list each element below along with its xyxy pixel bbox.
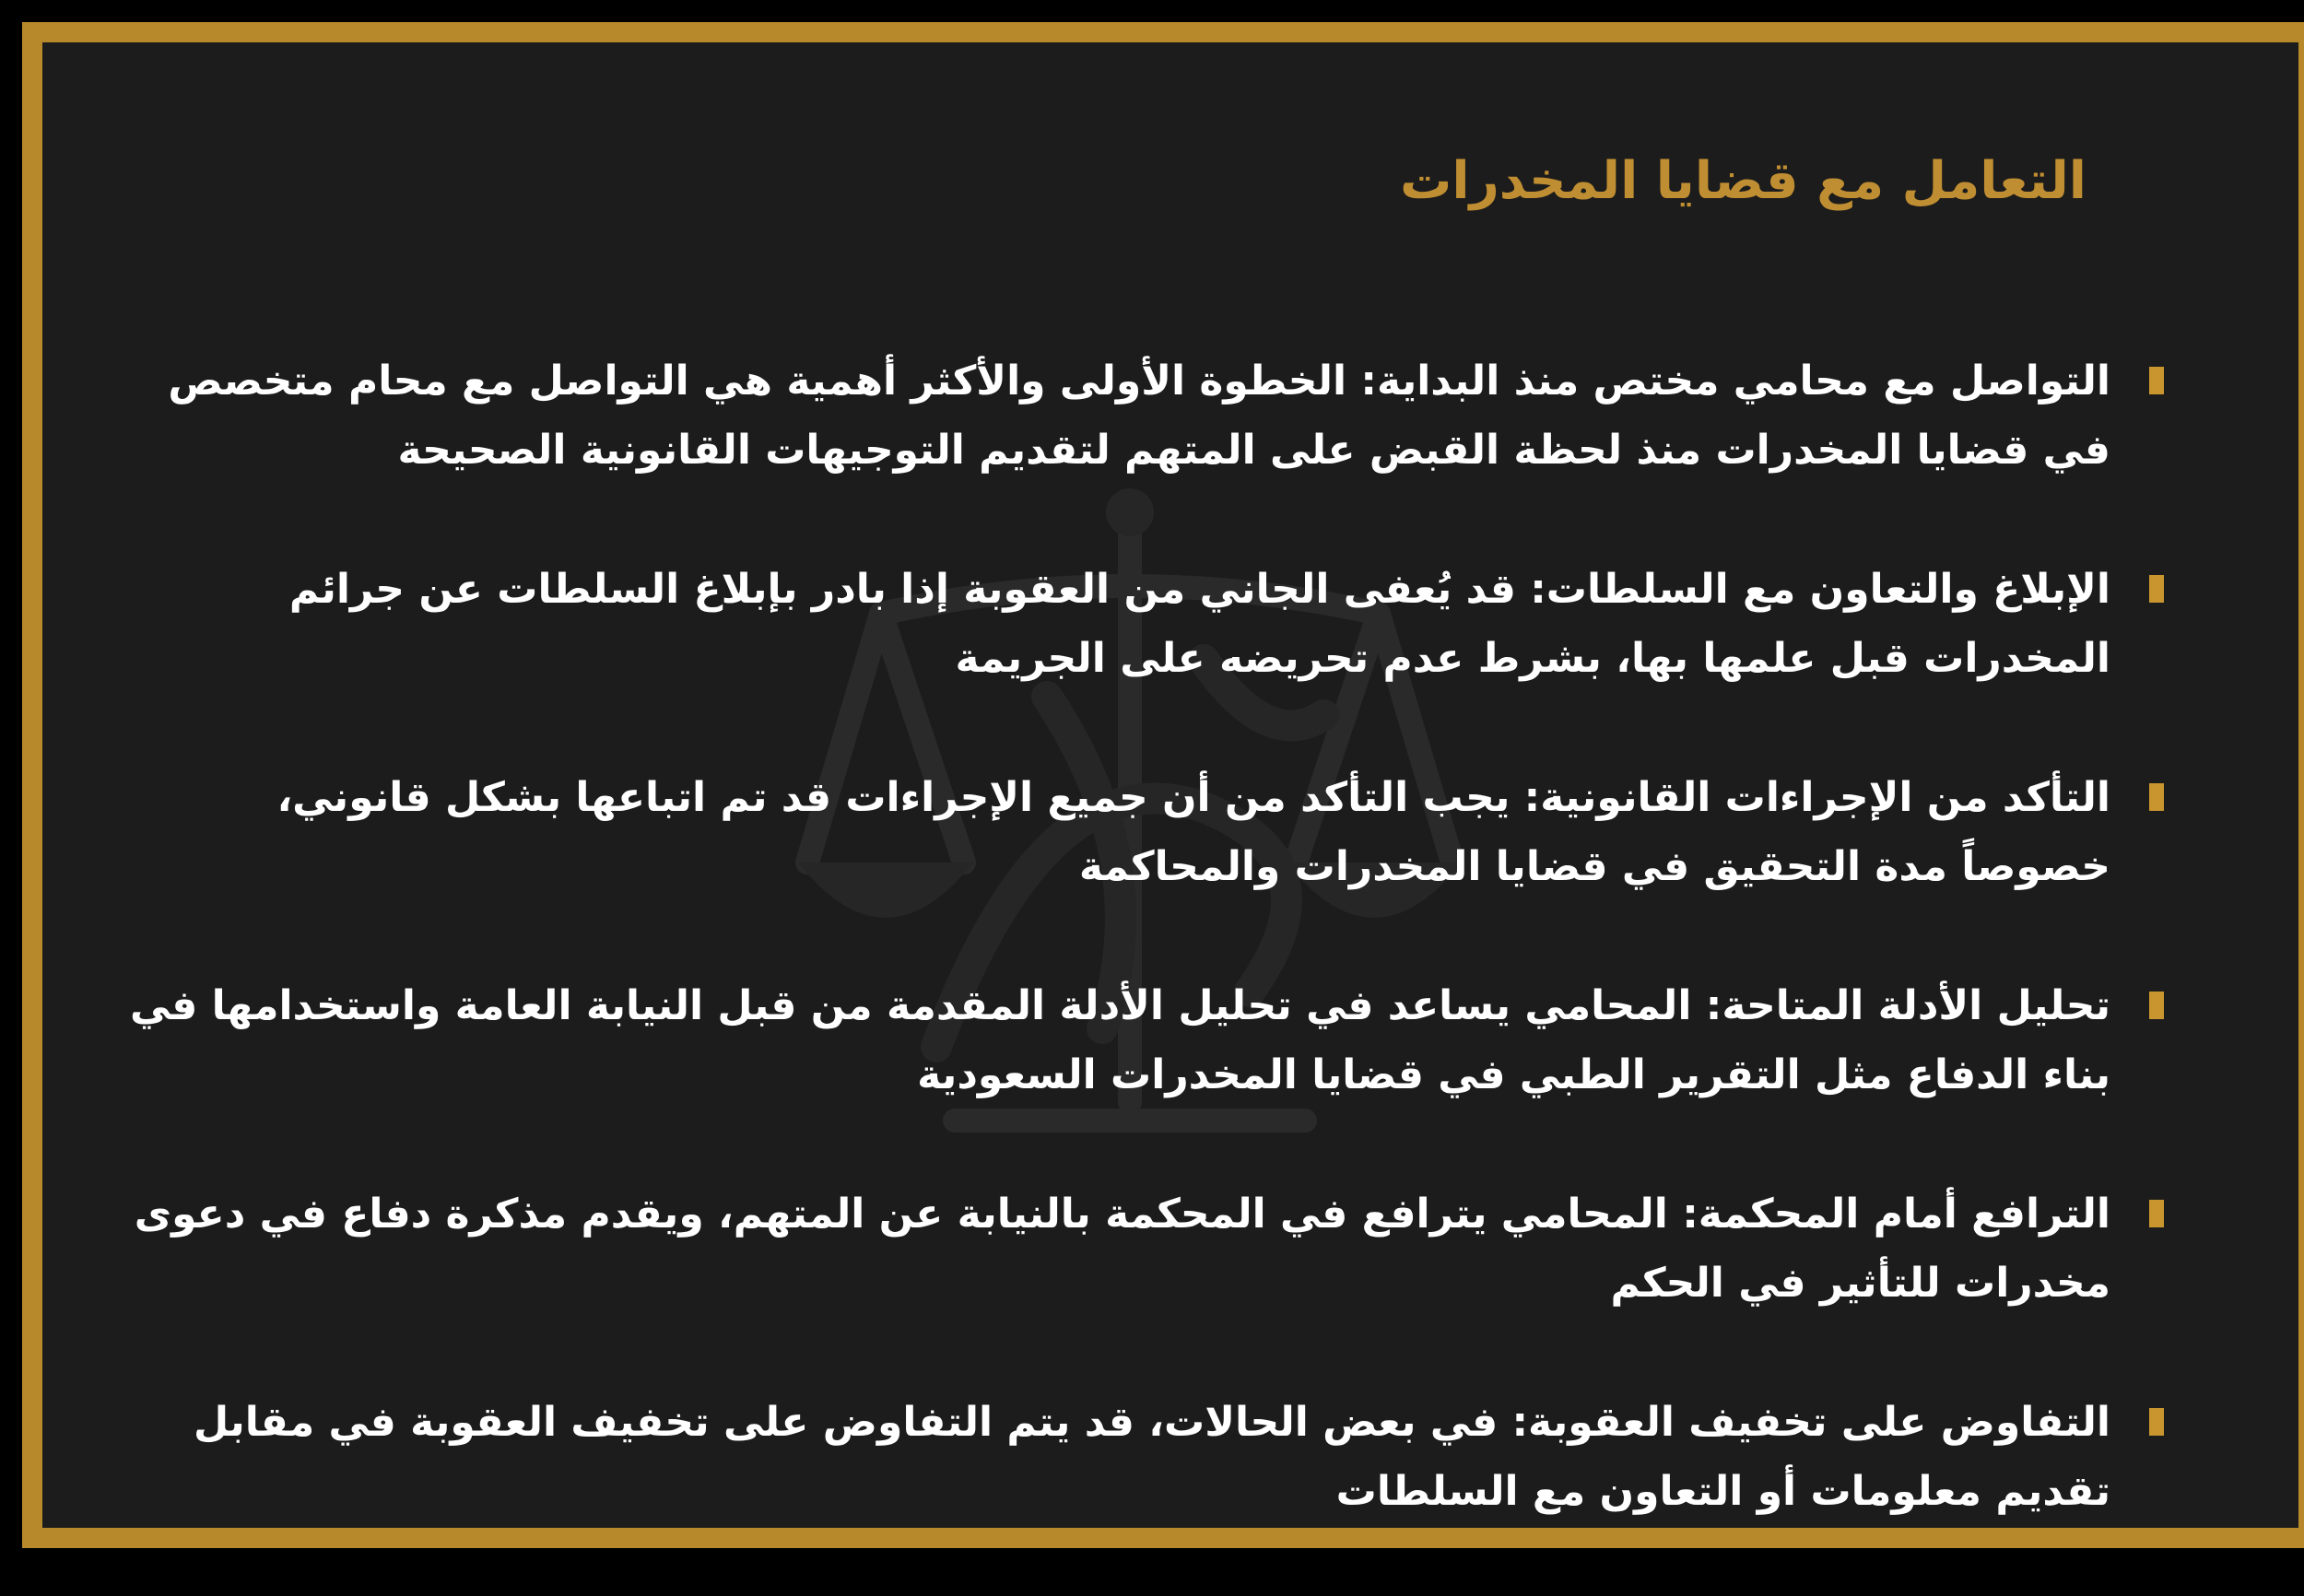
- square-bullet-icon: [2149, 1200, 2164, 1227]
- list-item-text: التواصل مع محامي مختص منذ البداية: الخطوة الأولى والأكثر أهمية هي التواصل مع محام متخصص في قضايا المخدرات منذ لحظة القبض على المتهم لتقديم التوجيهات القانونية الصحيحة: [168, 358, 2110, 474]
- list-item-text: التفاوض على تخفيف العقوبة: في بعض الحالات، قد يتم التفاوض على تخفيف العقوبة في مقابل تقديم معلومات أو التعاون مع السلطات: [193, 1399, 2110, 1515]
- list-item: [123, 1179, 2197, 1388]
- list-item-text: التأكد من الإجراءات القانونية: يجب التأكد من أن جميع الإجراءات قد تم اتباعها بشكل قانوني، خصوصاً مدة التحقيق في قضايا المخدرات والمحاكمة: [276, 774, 2110, 890]
- list-item: [123, 971, 2197, 1179]
- gold-frame: [22, 22, 2304, 1548]
- list-item-text: الإبلاغ والتعاون مع السلطات: قد يُعفى الجاني من العقوبة إذا بادر بإبلاغ السلطات عن جرائم المخدرات قبل علمها بها، بشرط عدم تحريضه على الجريمة: [288, 566, 2110, 682]
- square-bullet-icon: [2149, 783, 2164, 811]
- list-item-text: تحليل الأدلة المتاحة: المحامي يساعد في تحليل الأدلة المقدمة من قبل النيابة العامة واستخدامها في بناء الدفاع مثل التقرير الطبي في قضايا المخدرات السعودية: [130, 982, 2110, 1098]
- square-bullet-icon: [2149, 575, 2164, 603]
- square-bullet-icon: [2149, 992, 2164, 1019]
- list-item: [123, 763, 2197, 971]
- page-title: التعامل مع قضايا المخدرات: [1400, 151, 2087, 211]
- list-item-text: الترافع أمام المحكمة: المحامي يترافع في المحكمة بالنيابة عن المتهم، ويقدم مذكرة دفاع في دعوى مخدرات للتأثير في الحكم: [134, 1191, 2110, 1307]
- list-item: [123, 1388, 2197, 1596]
- square-bullet-icon: [2149, 1408, 2164, 1436]
- list-item: [123, 555, 2197, 763]
- points-list: [123, 346, 2197, 1596]
- list-item: [123, 346, 2197, 555]
- square-bullet-icon: [2149, 367, 2164, 394]
